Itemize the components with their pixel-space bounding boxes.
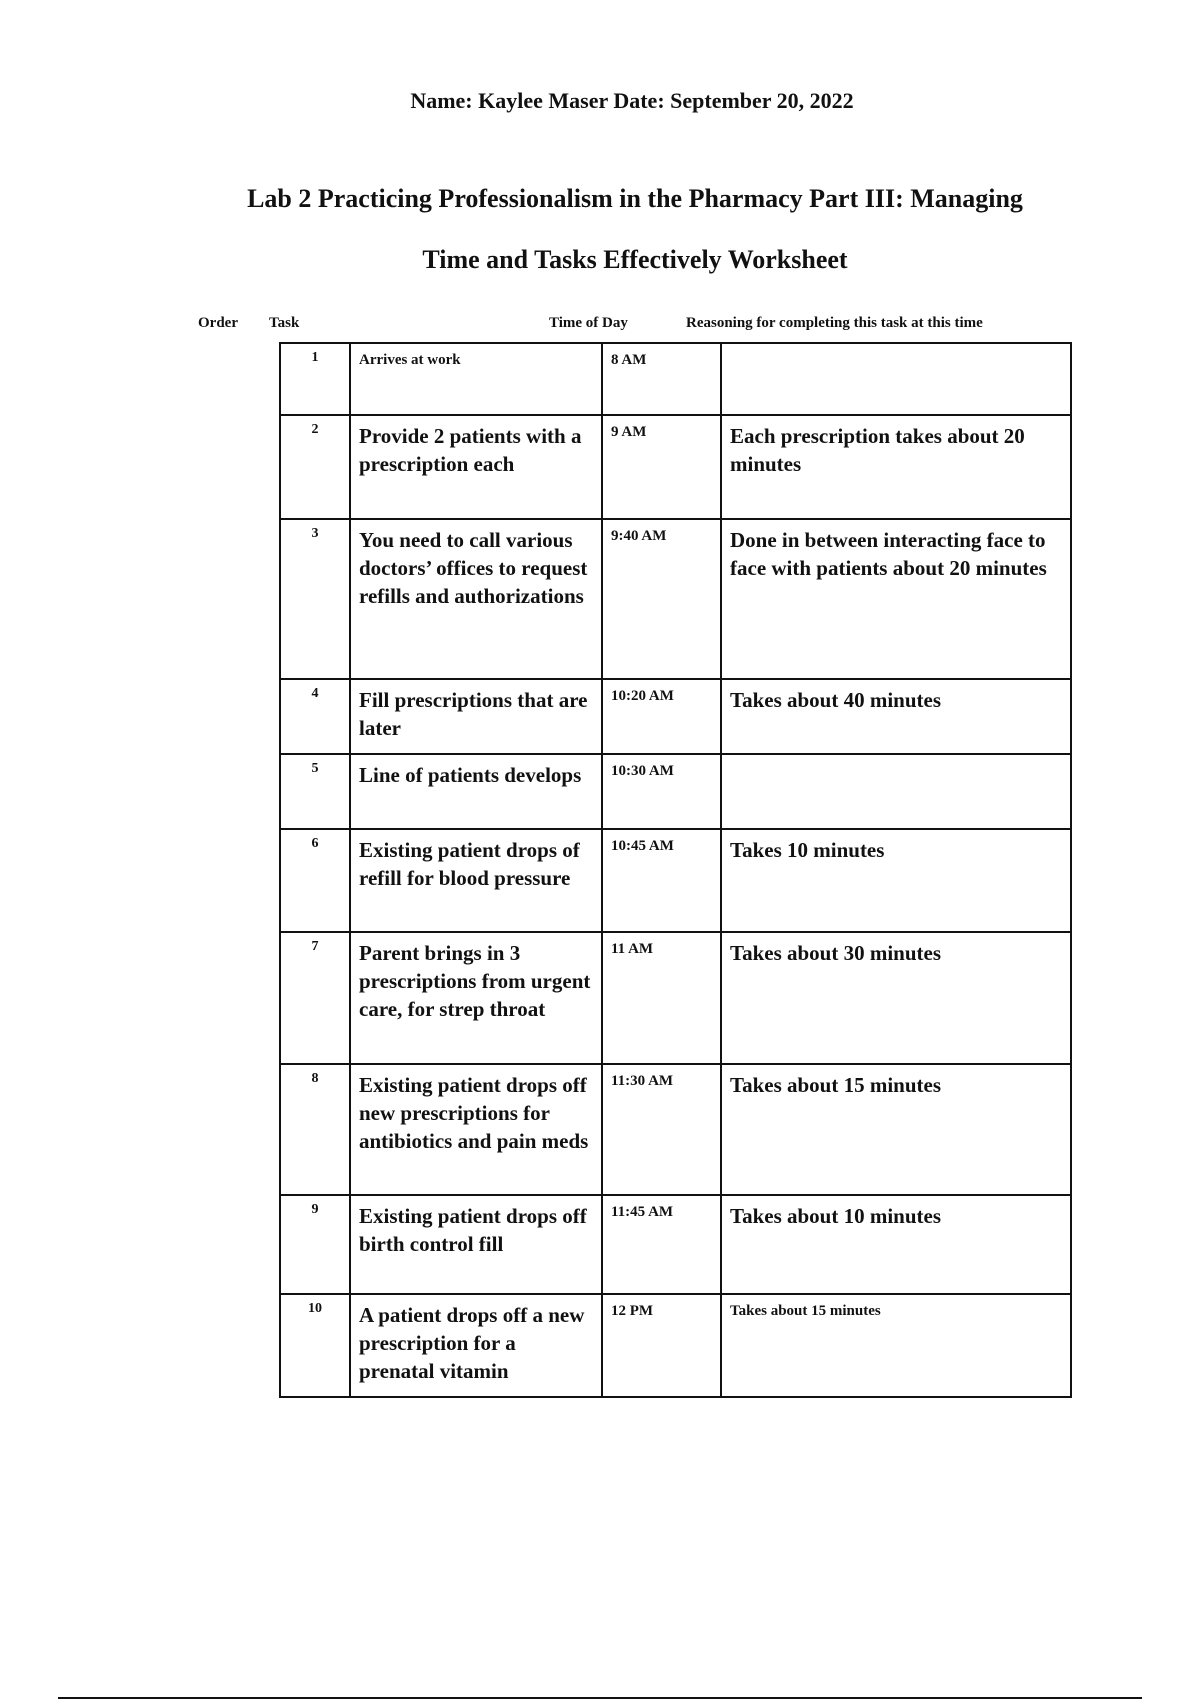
task-cell: Existing patient drops off birth control fill: [350, 1195, 602, 1294]
column-header-time-of-day: Time of Day: [549, 315, 628, 331]
reasoning-cell: Takes about 15 minutes: [721, 1294, 1071, 1397]
task-cell: Existing patient drops off new prescriptions for antibiotics and pain meds: [350, 1064, 602, 1195]
table-row: [280, 754, 1071, 829]
time-cell: 11 AM: [602, 932, 721, 1064]
task-cell: Existing patient drops of refill for blood pressure: [350, 829, 602, 932]
task-cell: Parent brings in 3 prescriptions from urgent care, for strep throat: [350, 932, 602, 1064]
reasoning-cell: Done in between interacting face to face with patients about 20 minutes: [721, 519, 1071, 679]
order-cell: 3: [280, 519, 350, 679]
reasoning-cell: Takes about 40 minutes: [721, 679, 1071, 754]
table-row: [280, 415, 1071, 519]
time-cell: 10:45 AM: [602, 829, 721, 932]
reasoning-cell: [721, 754, 1071, 829]
order-cell: 1: [280, 343, 350, 415]
worksheet-title-line-1: Lab 2 Practicing Professionalism in the Pharmacy Part III: Managing: [247, 184, 1023, 213]
reasoning-cell: Takes about 10 minutes: [721, 1195, 1071, 1294]
table-row: [280, 519, 1071, 679]
time-cell: 12 PM: [602, 1294, 721, 1397]
reasoning-cell: Takes about 30 minutes: [721, 932, 1071, 1064]
task-cell: Line of patients develops: [350, 754, 602, 829]
table-row: [280, 679, 1071, 754]
column-header-order: Order: [198, 315, 238, 331]
order-cell: 8: [280, 1064, 350, 1195]
time-cell: 9:40 AM: [602, 519, 721, 679]
time-cell: 10:30 AM: [602, 754, 721, 829]
name-date-line: Name: Kaylee Maser Date: September 20, 2022: [410, 88, 854, 113]
time-cell: 11:45 AM: [602, 1195, 721, 1294]
time-cell: 10:20 AM: [602, 679, 721, 754]
order-cell: 10: [280, 1294, 350, 1397]
task-cell: A patient drops off a new prescription for a prenatal vitamin: [350, 1294, 602, 1397]
page-bottom-divider: [58, 1697, 1142, 1699]
reasoning-cell: Each prescription takes about 20 minutes: [721, 415, 1071, 519]
time-cell: 11:30 AM: [602, 1064, 721, 1195]
order-cell: 6: [280, 829, 350, 932]
reasoning-cell: [721, 343, 1071, 415]
time-cell: 9 AM: [602, 415, 721, 519]
order-cell: 7: [280, 932, 350, 1064]
column-header-reasoning: Reasoning for completing this task at this time: [686, 315, 983, 331]
time-cell: 8 AM: [602, 343, 721, 415]
order-cell: 2: [280, 415, 350, 519]
reasoning-cell: Takes 10 minutes: [721, 829, 1071, 932]
order-cell: 5: [280, 754, 350, 829]
task-schedule-table: [279, 342, 1072, 1398]
task-cell: Fill prescriptions that are later: [350, 679, 602, 754]
column-header-task: Task: [269, 315, 300, 331]
table-row: [280, 932, 1071, 1064]
task-cell: You need to call various doctors’ offices to request refills and authorizations: [350, 519, 602, 679]
table-row: [280, 1294, 1071, 1397]
reasoning-cell: Takes about 15 minutes: [721, 1064, 1071, 1195]
order-cell: 9: [280, 1195, 350, 1294]
table-row: [280, 343, 1071, 415]
table-row: [280, 1064, 1071, 1195]
table-row: [280, 1195, 1071, 1294]
table-row: [280, 829, 1071, 932]
task-cell: Arrives at work: [350, 343, 602, 415]
worksheet-title-line-2: Time and Tasks Effectively Worksheet: [422, 245, 848, 274]
task-cell: Provide 2 patients with a prescription each: [350, 415, 602, 519]
order-cell: 4: [280, 679, 350, 754]
